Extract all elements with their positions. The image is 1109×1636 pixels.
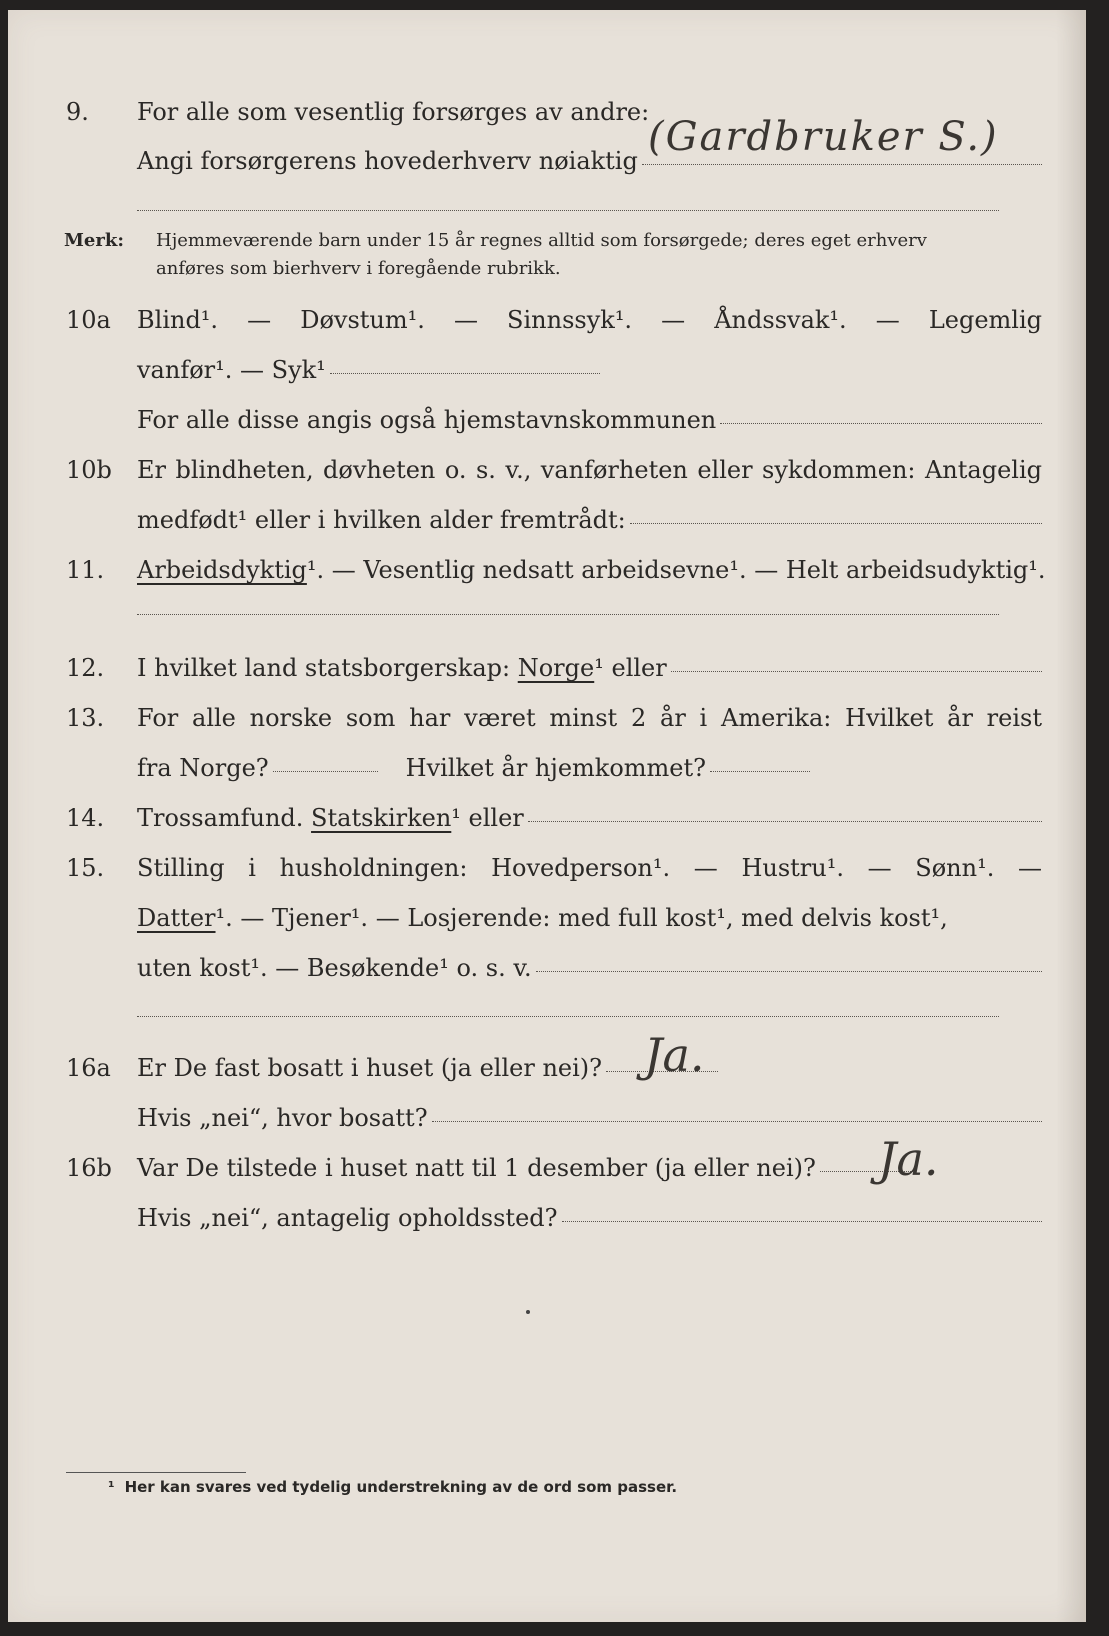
q13-text-hjemkommet: Hvilket år hjemkommet? [405, 754, 707, 782]
q15-line-3 [8, 950, 1084, 986]
q16a-text-1: Er De fast bosatt i huset (ja eller nei)? [137, 1054, 603, 1082]
q16b-text-1: Var De tilstede i huset natt til 1 desember (ja eller nei)? [137, 1154, 816, 1182]
q11-rest: ¹. — Vesentlig nedsatt arbeidsevne¹. — Helt arbeidsudyktig¹. [306, 556, 1046, 584]
q16b-number: 16b [66, 1154, 112, 1182]
footnote-rule [66, 1472, 246, 1473]
q10a-text-2: vanfør¹. — Syk¹ [137, 356, 326, 384]
q10a-line-3 [8, 402, 1084, 438]
q16a-field-2[interactable] [137, 1100, 1042, 1136]
q10a-field-2[interactable] [137, 352, 1042, 388]
footnote [108, 1478, 677, 1496]
footnote-mark: ¹ [108, 1478, 115, 1496]
q11-option-arbeidsdyktig[interactable]: Arbeidsdyktig [137, 556, 307, 584]
q15-field[interactable] [137, 950, 1042, 986]
q9-text-2: Angi forsørgerens hovederhverv nøiaktig [137, 147, 638, 175]
q16b-handwritten-answer: Ja. [878, 1132, 939, 1186]
q12-text-post: ¹ eller [594, 654, 667, 682]
q12-answer-line [671, 671, 1042, 672]
q15-text-2: ¹. — Tjener¹. — Losjerende: med full kost¹, med delvis kost¹, [215, 904, 948, 932]
q14-answer-line [528, 821, 1042, 822]
q13-text-reist: fra Norge? [137, 754, 269, 782]
q10b-text-1: Er blindheten, døvheten o. s. v., vanførheten eller sykdommen: Antagelig [137, 456, 1042, 484]
q12-line [8, 650, 1084, 686]
footnote-text: Her kan svares ved tydelig understrekning av de ord som passer. [124, 1478, 678, 1496]
q15-text-3: uten kost¹. — Besøkende¹ o. s. v. [137, 954, 532, 982]
merk-text-2: anføres som bierhverv i foregående rubrikk. [156, 258, 561, 279]
q12-option-norge[interactable]: Norge [517, 654, 595, 682]
q16b-text-2: Hvis „nei“, antagelig opholdssted? [137, 1204, 558, 1232]
q16a-line-2 [8, 1100, 1084, 1136]
q14-line [8, 800, 1084, 836]
q16a-line-1 [8, 1050, 1084, 1086]
q13-number: 13. [66, 704, 105, 732]
q9-text-1: For alle som vesentlig forsørges av andre: [137, 98, 650, 126]
q13-line-2 [8, 750, 1084, 786]
q10a-hjemstavn-line [720, 423, 1042, 424]
q9-handwritten-answer: (Gardbruker S.) [648, 114, 999, 160]
q16a-field-1[interactable] [137, 1050, 1042, 1086]
q15-number: 15. [66, 854, 105, 882]
q10b-line-1 [8, 452, 1084, 488]
q10b-text-2: medfødt¹ eller i hvilken alder fremtrådt: [137, 506, 626, 534]
q16a-number: 16a [66, 1054, 111, 1082]
q11-rule [137, 614, 999, 615]
q14-text-post: ¹ eller [451, 804, 524, 832]
q10b-number: 10b [66, 456, 112, 484]
q12-text: I hvilket land statsborgerskap: [137, 654, 518, 682]
census-form-page [8, 10, 1086, 1622]
q9-number: 9. [66, 98, 89, 126]
q16b-oppholdssted-line [562, 1221, 1042, 1222]
q14-number: 14. [66, 804, 105, 832]
q13-line-1 [8, 700, 1084, 736]
q12-field[interactable] [137, 650, 1042, 686]
q12-number: 12. [66, 654, 105, 682]
q16a-bosatt-line [432, 1121, 1042, 1122]
q10a-text-1: Blind¹. — Døvstum¹. — Sinnssyk¹. — Åndssvak¹. — Legemlig [137, 306, 1042, 334]
q13-fields [137, 750, 1042, 786]
q16b-field-2[interactable] [137, 1200, 1042, 1236]
q9-answer-line [642, 164, 1042, 165]
q16a-text-2: Hvis „nei“, hvor bosatt? [137, 1104, 428, 1132]
q14-option-statskirken[interactable]: Statskirken [311, 804, 452, 832]
q10a-line-1 [8, 302, 1084, 338]
q11-number: 11. [66, 556, 105, 584]
q15-text-1: Stilling i husholdningen: Hovedperson¹. — Hustru¹. — Sønn¹. — [137, 854, 1042, 882]
merk-text-1: Hjemmeværende barn under 15 år regnes alltid som forsørgede; deres eget erhverv [156, 230, 927, 251]
q16b-line-2 [8, 1200, 1084, 1236]
q15-answer-line [536, 971, 1042, 972]
q10b-field[interactable] [137, 502, 1042, 538]
q13-hjemkommet-line[interactable] [710, 771, 810, 772]
q10a-field-3[interactable] [137, 402, 1042, 438]
q11-text [137, 552, 1046, 588]
q15-text-2-wrap [137, 900, 1042, 936]
q10b-answer-line [630, 523, 1042, 524]
merk-line-2 [8, 256, 1084, 292]
q10a-text-3: For alle disse angis også hjemstavnskommunen [137, 406, 717, 434]
ink-speck [526, 1310, 530, 1314]
q13-text-1: For alle norske som har været minst 2 år i Amerika: Hvilket år reist [137, 704, 1042, 732]
q10a-line-2 [8, 352, 1084, 388]
q14-text: Trossamfund. [137, 804, 312, 832]
q9-rule [137, 210, 999, 211]
q15-line-1 [8, 850, 1084, 886]
q11-line [8, 552, 1084, 588]
q15-line-2 [8, 900, 1084, 936]
q15-rule [137, 1016, 999, 1017]
q13-reist-line[interactable] [273, 771, 378, 772]
q10a-syk-line [330, 373, 600, 374]
q16a-handwritten-answer: Ja. [644, 1028, 705, 1082]
q10b-line-2 [8, 502, 1084, 538]
merk-label: Merk: [64, 230, 124, 251]
q10a-number: 10a [66, 306, 111, 334]
q14-field[interactable] [137, 800, 1042, 836]
q15-option-datter[interactable]: Datter [137, 904, 216, 932]
